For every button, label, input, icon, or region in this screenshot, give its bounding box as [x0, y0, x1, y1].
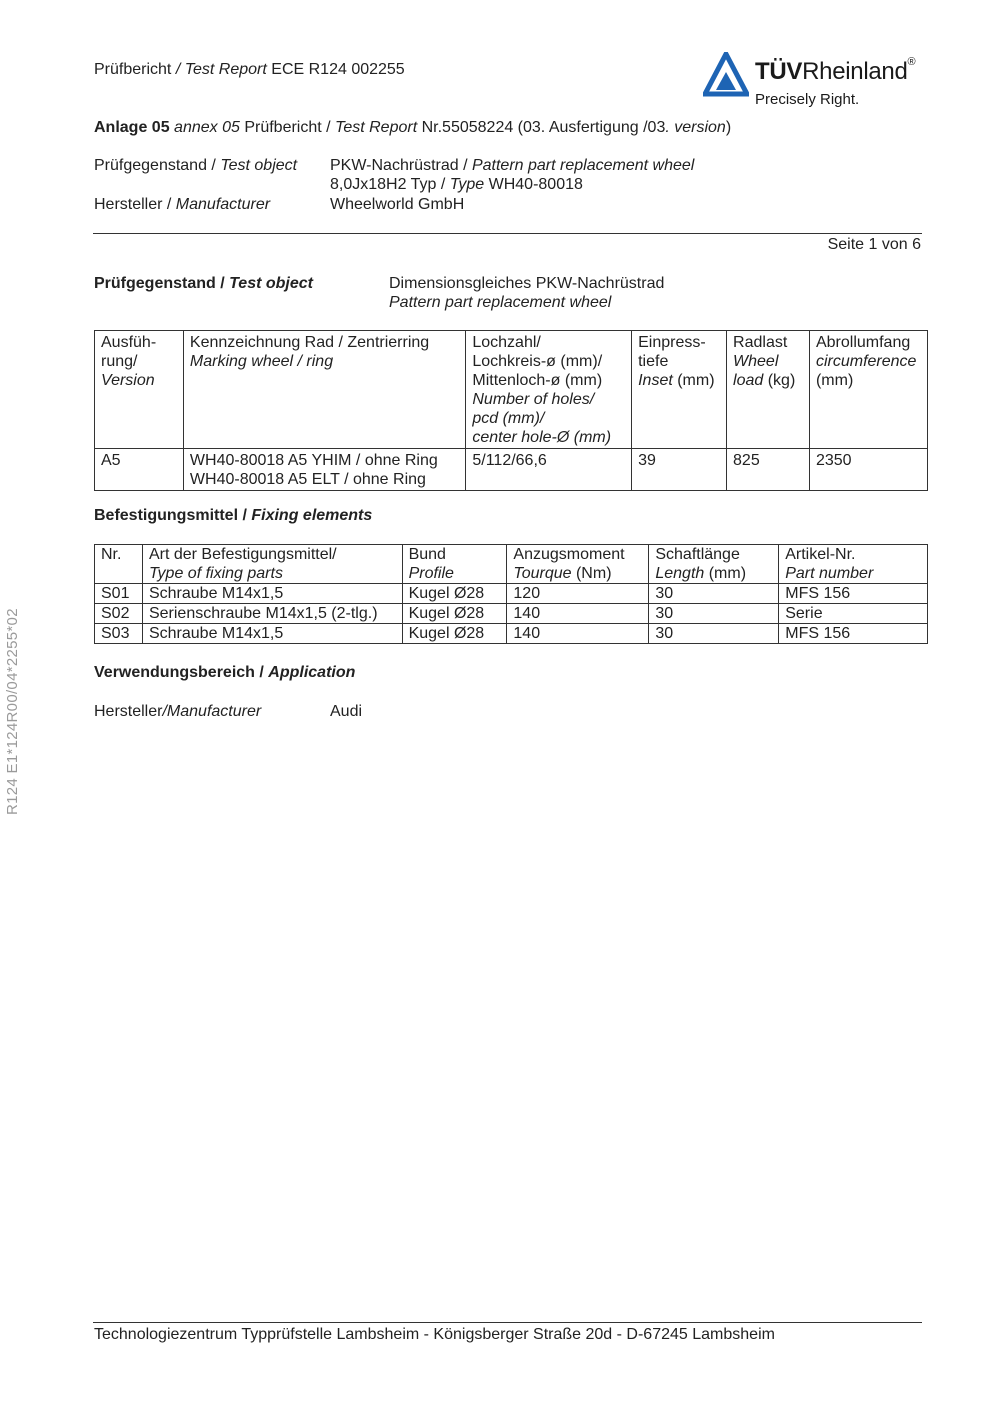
cell-type: Serienschraube M14x1,5 (2-tlg.) [142, 604, 402, 624]
logo-brand: TÜVRheinland® [755, 56, 916, 85]
header-torque: Anzugsmoment Tourque (Nm) [507, 545, 649, 584]
table-row [95, 449, 928, 491]
table-row [95, 604, 928, 624]
fixing-table-header [95, 545, 928, 584]
cell-bund: Kugel Ø28 [402, 604, 507, 624]
application-manufacturer-label: Hersteller/Manufacturer [94, 703, 262, 720]
side-approval-stamp: R124 E1*124R00/04*2255*02 [4, 608, 21, 815]
cell-torque: 140 [507, 624, 649, 644]
cell-holes: 5/112/66,6 [466, 449, 632, 491]
header-length: Schaftlänge Length (mm) [649, 545, 779, 584]
tuv-rheinland-logo [703, 50, 925, 112]
header-nr: Nr. [95, 545, 143, 584]
header-bund: Bund Profile [402, 545, 507, 584]
table-row [95, 624, 928, 644]
header-load: Radlast Wheel load (kg) [727, 331, 810, 449]
logo-slogan: Precisely Right. [755, 91, 860, 108]
wheel-table-header [95, 331, 928, 449]
footer-divider [93, 1322, 922, 1323]
cell-bund: Kugel Ø28 [402, 584, 507, 604]
footer-address: Technologiezentrum Typprüfstelle Lambsheim - Königsberger Straße 20d - D-67245 Lambsheim [94, 1326, 775, 1343]
cell-torque: 120 [507, 584, 649, 604]
cell-part: MFS 156 [779, 624, 928, 644]
tuv-triangle-icon [703, 52, 749, 98]
object-value-line2: 8,0Jx18H2 Typ / Type WH40-80018 [330, 176, 583, 193]
cell-length: 30 [649, 624, 779, 644]
page-number: Seite 1 von 6 [827, 236, 921, 253]
cell-part: MFS 156 [779, 584, 928, 604]
header-type: Art der Befestigungsmittel/ Type of fixing parts [142, 545, 402, 584]
header-circumference: Abrollumfang circumference (mm) [809, 331, 927, 449]
table-row [95, 584, 928, 604]
object-value-line1: PKW-Nachrüstrad / Pattern part replacement wheel [330, 157, 695, 174]
cell-length: 30 [649, 584, 779, 604]
annex-line: Anlage 05 annex 05 Prüfbericht / Test Report Nr.55058224 (03. Ausfertigung /03. version) [94, 119, 732, 136]
application-heading: Verwendungsbereich / Application [94, 664, 356, 681]
cell-marking: WH40-80018 A5 YHIM / ohne Ring WH40-80018 A5 ELT / ohne Ring [183, 449, 465, 491]
cell-nr: S01 [95, 584, 143, 604]
report-header: Prüfbericht / Test Report ECE R124 002255 [94, 61, 405, 78]
cell-inset: 39 [632, 449, 727, 491]
test-object-desc-line1: Dimensionsgleiches PKW-Nachrüstrad [389, 275, 665, 292]
fixing-heading: Befestigungsmittel / Fixing elements [94, 507, 373, 524]
manufacturer-value: Wheelworld GmbH [330, 196, 465, 213]
cell-version: A5 [95, 449, 184, 491]
cell-load: 825 [727, 449, 810, 491]
header-divider [93, 233, 922, 234]
wheel-table [94, 330, 928, 491]
test-object-heading: Prüfgegenstand / Test object [94, 275, 313, 292]
cell-bund: Kugel Ø28 [402, 624, 507, 644]
cell-part: Serie [779, 604, 928, 624]
cell-circumference: 2350 [809, 449, 927, 491]
cell-length: 30 [649, 604, 779, 624]
cell-torque: 140 [507, 604, 649, 624]
cell-nr: S02 [95, 604, 143, 624]
header-part-number: Artikel-Nr. Part number [779, 545, 928, 584]
fixing-table [94, 544, 928, 644]
cell-type: Schraube M14x1,5 [142, 624, 402, 644]
header-version: Ausfüh- rung/ Version [95, 331, 184, 449]
manufacturer-label: Hersteller / Manufacturer [94, 196, 271, 213]
application-manufacturer-value: Audi [330, 703, 363, 720]
cell-type: Schraube M14x1,5 [142, 584, 402, 604]
header-holes: Lochzahl/ Lochkreis-ø (mm)/ Mittenloch-ø (mm) Number of holes/ pcd (mm)/ center hole-Ø (mm) [466, 331, 632, 449]
header-inset: Einpress- tiefe Inset (mm) [632, 331, 727, 449]
cell-nr: S03 [95, 624, 143, 644]
header-marking: Kennzeichnung Rad / Zentrierring Marking wheel / ring [183, 331, 465, 449]
object-label: Prüfgegenstand / Test object [94, 157, 298, 174]
test-object-desc-line2: Pattern part replacement wheel [389, 294, 612, 311]
